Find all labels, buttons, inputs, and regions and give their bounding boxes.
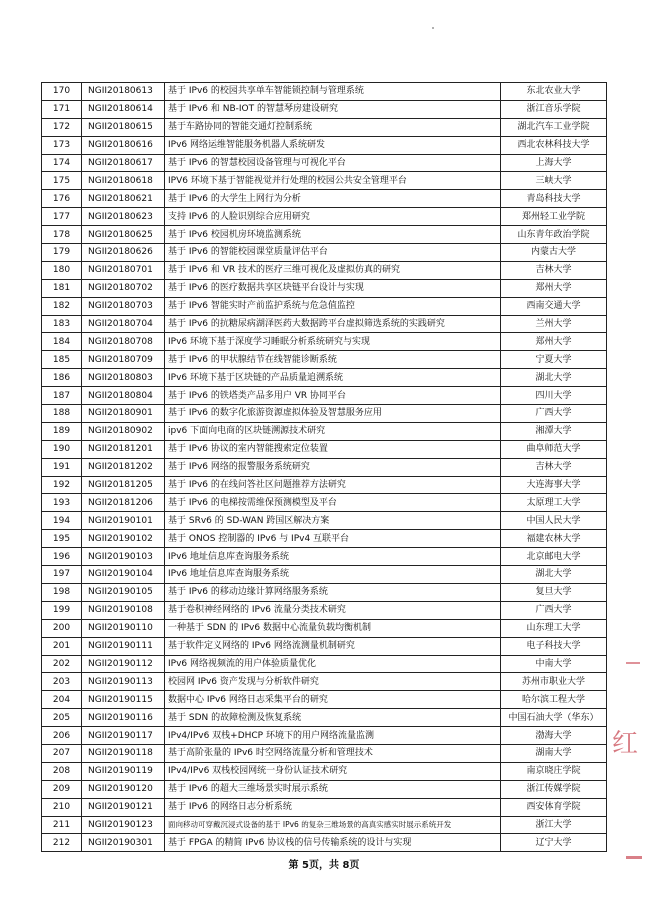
table-row [42, 727, 607, 745]
table-row [42, 136, 607, 154]
institution-name: 南京晓庄学院 [501, 762, 607, 780]
project-title: 基于 SRv6 的 SD-WAN 跨国区解决方案 [165, 512, 501, 530]
project-id: NGII20190111 [82, 637, 165, 655]
row-number: 177 [42, 208, 82, 226]
project-title: 基于 IPv6 校园机房环境监测系统 [165, 226, 501, 244]
project-title: 基于 IPv6 的铁塔类产品多用户 VR 协同平台 [165, 387, 501, 405]
project-id: NGII20180901 [82, 405, 165, 423]
table-row [42, 566, 607, 584]
row-number: 203 [42, 673, 82, 691]
project-id: NGII20180615 [82, 118, 165, 136]
project-title: IPv6 网络运维智能服务机器人系统研发 [165, 136, 501, 154]
project-id: NGII20180614 [82, 100, 165, 118]
institution-name: 东北农业大学 [501, 83, 607, 101]
scan-dot [432, 27, 434, 29]
institution-name: 西南交通大学 [501, 297, 607, 315]
table-row [42, 744, 607, 762]
row-number: 198 [42, 583, 82, 601]
project-title: 基于 IPv6 智能实时产前监护系统与危急值监控 [165, 297, 501, 315]
row-number: 190 [42, 440, 82, 458]
row-number: 186 [42, 369, 82, 387]
row-number: 191 [42, 458, 82, 476]
project-title: 基于 IPv6 的校园共享单车智能锁控制与管理系统 [165, 83, 501, 101]
red-stamp-mark [626, 856, 642, 859]
table-row [42, 834, 607, 852]
table-row [42, 780, 607, 798]
project-title: 基于高阶张量的 IPv6 时空网络流量分析和管理技术 [165, 744, 501, 762]
table-row [42, 762, 607, 780]
institution-name: 苏州市职业大学 [501, 673, 607, 691]
institution-name: 上海大学 [501, 154, 607, 172]
institution-name: 三峡大学 [501, 172, 607, 190]
project-id: NGII20190121 [82, 798, 165, 816]
row-number: 181 [42, 279, 82, 297]
institution-name: 福建农林大学 [501, 530, 607, 548]
project-title: 基于 IPv6 的数字化旅游资源虚拟体验及智慧服务应用 [165, 405, 501, 423]
project-id: NGII20190116 [82, 709, 165, 727]
table-row [42, 118, 607, 136]
project-title: IPV6 环境下基于智能视觉并行处理的校园公共安全管理平台 [165, 172, 501, 190]
project-id: NGII20180623 [82, 208, 165, 226]
project-id: NGII20180621 [82, 190, 165, 208]
page-footer: 第 5页，共 8页 [288, 860, 360, 871]
row-number: 171 [42, 100, 82, 118]
project-id: NGII20180704 [82, 315, 165, 333]
project-id: NGII20180902 [82, 422, 165, 440]
table-row [42, 172, 607, 190]
row-number: 175 [42, 172, 82, 190]
project-id: NGII20181201 [82, 440, 165, 458]
project-title: 数据中心 IPv6 网络日志采集平台的研究 [165, 691, 501, 709]
table-row [42, 100, 607, 118]
row-number: 188 [42, 405, 82, 423]
project-id: NGII20180708 [82, 333, 165, 351]
project-table-body [42, 83, 607, 852]
institution-name: 复旦大学 [501, 583, 607, 601]
table-row [42, 190, 607, 208]
project-id: NGII20180803 [82, 369, 165, 387]
project-title: 基于 IPv6 的在线问答社区问题推荐方法研究 [165, 476, 501, 494]
row-number: 184 [42, 333, 82, 351]
project-title: 基于 IPv6 和 VR 技术的医疗三维可视化及虚拟仿真的研究 [165, 261, 501, 279]
row-number: 183 [42, 315, 82, 333]
row-number: 209 [42, 780, 82, 798]
table-row [42, 601, 607, 619]
project-id: NGII20180703 [82, 297, 165, 315]
table-row [42, 798, 607, 816]
institution-name: 兰州大学 [501, 315, 607, 333]
project-id: NGII20180804 [82, 387, 165, 405]
project-title: IPv4/IPv6 双栈+DHCP 环境下的用户网络流量监测 [165, 727, 501, 745]
table-row [42, 816, 607, 834]
institution-name: 广西大学 [501, 601, 607, 619]
project-title: 基于 IPv6 和 NB-IOT 的智慧琴房建设研究 [165, 100, 501, 118]
institution-name: 中国石油大学（华东） [501, 709, 607, 727]
institution-name: 郑州大学 [501, 279, 607, 297]
table-row [42, 476, 607, 494]
institution-name: 哈尔滨工程大学 [501, 691, 607, 709]
table-row [42, 279, 607, 297]
row-number: 200 [42, 619, 82, 637]
project-title: IPv6 地址信息库查询服务系统 [165, 566, 501, 584]
institution-name: 吉林大学 [501, 458, 607, 476]
project-id: NGII20190101 [82, 512, 165, 530]
row-number: 199 [42, 601, 82, 619]
row-number: 205 [42, 709, 82, 727]
row-number: 174 [42, 154, 82, 172]
project-title: 基于 IPv6 的智能校园课堂质量评估平台 [165, 244, 501, 262]
project-title: 基于 SDN 的故障检测及恢复系统 [165, 709, 501, 727]
project-title: IPv6 网络视频流的用户体验质量优化 [165, 655, 501, 673]
table-row [42, 244, 607, 262]
project-id: NGII20181206 [82, 494, 165, 512]
table-row [42, 583, 607, 601]
row-number: 207 [42, 744, 82, 762]
project-title: 一种基于 SDN 的 IPv6 数据中心流量负载均衡机制 [165, 619, 501, 637]
institution-name: 辽宁大学 [501, 834, 607, 852]
table-row [42, 458, 607, 476]
project-title: 基于 ONOS 控制器的 IPv6 与 IPv4 互联平台 [165, 530, 501, 548]
row-number: 201 [42, 637, 82, 655]
project-id: NGII20180702 [82, 279, 165, 297]
institution-name: 郑州轻工业学院 [501, 208, 607, 226]
project-table [41, 82, 607, 852]
red-seal-fragment: 红 [612, 729, 639, 759]
project-title: IPv6 环境下基于深度学习睡眠分析系统研究与实现 [165, 333, 501, 351]
project-title: 基于 IPv6 的甲状腺结节在线智能诊断系统 [165, 351, 501, 369]
project-title: 基于 IPv6 的网络日志分析系统 [165, 798, 501, 816]
table-row [42, 619, 607, 637]
project-id: NGII20190123 [82, 816, 165, 834]
project-title: 基于 FPGA 的精简 IPv6 协议栈的信号传输系统的设计与实现 [165, 834, 501, 852]
project-title: IPv6 环境下基于区块链的产品质量追溯系统 [165, 369, 501, 387]
row-number: 208 [42, 762, 82, 780]
project-title: IPv6 地址信息库查询服务系统 [165, 548, 501, 566]
table-row [42, 530, 607, 548]
project-title: 校园网 IPv6 资产发现与分析软件研究 [165, 673, 501, 691]
institution-name: 郑州大学 [501, 333, 607, 351]
table-row [42, 422, 607, 440]
row-number: 173 [42, 136, 82, 154]
row-number: 178 [42, 226, 82, 244]
table-row [42, 261, 607, 279]
project-title: 支持 IPv6 的人脸识别综合应用研究 [165, 208, 501, 226]
project-id: NGII20190105 [82, 583, 165, 601]
row-number: 176 [42, 190, 82, 208]
project-id: NGII20180613 [82, 83, 165, 101]
project-id: NGII20180617 [82, 154, 165, 172]
institution-name: 湖北大学 [501, 566, 607, 584]
table-row [42, 494, 607, 512]
project-id: NGII20190118 [82, 744, 165, 762]
project-id: NGII20180626 [82, 244, 165, 262]
row-number: 195 [42, 530, 82, 548]
project-id: NGII20190117 [82, 727, 165, 745]
project-title: 面向移动可穿戴沉浸式设备的基于 IPv6 的复杂三维场景的高真实感实时展示系统开发 [165, 816, 501, 834]
institution-name: 内蒙古大学 [501, 244, 607, 262]
row-number: 211 [42, 816, 82, 834]
project-title: 基于 IPv6 协议的室内智能搜索定位装置 [165, 440, 501, 458]
institution-name: 宁夏大学 [501, 351, 607, 369]
red-stamp-mark [626, 662, 640, 664]
project-id: NGII20180625 [82, 226, 165, 244]
institution-name: 青岛科技大学 [501, 190, 607, 208]
project-title: IPv4/IPv6 双栈校园网统一身份认证技术研究 [165, 762, 501, 780]
row-number: 180 [42, 261, 82, 279]
institution-name: 中国人民大学 [501, 512, 607, 530]
row-number: 179 [42, 244, 82, 262]
institution-name: 渤海大学 [501, 727, 607, 745]
institution-name: 浙江传媒学院 [501, 780, 607, 798]
project-id: NGII20180701 [82, 261, 165, 279]
row-number: 193 [42, 494, 82, 512]
table-row [42, 226, 607, 244]
table-row [42, 369, 607, 387]
project-id: NGII20181202 [82, 458, 165, 476]
table-row [42, 154, 607, 172]
table-row [42, 315, 607, 333]
table-row [42, 387, 607, 405]
row-number: 212 [42, 834, 82, 852]
row-number: 185 [42, 351, 82, 369]
project-title: 基于 IPv6 的大学生上网行为分析 [165, 190, 501, 208]
project-title: 基于 IPv6 的智慧校园设备管理与可视化平台 [165, 154, 501, 172]
table-row [42, 297, 607, 315]
row-number: 170 [42, 83, 82, 101]
project-id: NGII20190120 [82, 780, 165, 798]
project-title: ipv6 下面向电商的区块链溯源技术研究 [165, 422, 501, 440]
row-number: 197 [42, 566, 82, 584]
table-row [42, 709, 607, 727]
table-row [42, 637, 607, 655]
institution-name: 湘潭大学 [501, 422, 607, 440]
project-title: 基于 IPv6 的抗糖尿病湖泽医药大数据跨平台虚拟筛选系统的实践研究 [165, 315, 501, 333]
project-title: 基于 IPv6 的医疗数据共享区块链平台设计与实现 [165, 279, 501, 297]
institution-name: 西北农林科技大学 [501, 136, 607, 154]
institution-name: 湖北汽车工业学院 [501, 118, 607, 136]
row-number: 182 [42, 297, 82, 315]
table-row [42, 83, 607, 101]
institution-name: 大连海事大学 [501, 476, 607, 494]
institution-name: 北京邮电大学 [501, 548, 607, 566]
project-title: 基于 IPv6 的移动边缘计算网络服务系统 [165, 583, 501, 601]
row-number: 172 [42, 118, 82, 136]
row-number: 196 [42, 548, 82, 566]
table-row [42, 405, 607, 423]
institution-name: 太原理工大学 [501, 494, 607, 512]
institution-name: 电子科技大学 [501, 637, 607, 655]
row-number: 206 [42, 727, 82, 745]
row-number: 202 [42, 655, 82, 673]
project-title: 基于 IPv6 的超大三维场景实时展示系统 [165, 780, 501, 798]
row-number: 194 [42, 512, 82, 530]
table-row [42, 548, 607, 566]
project-id: NGII20190110 [82, 619, 165, 637]
table-row [42, 351, 607, 369]
row-number: 192 [42, 476, 82, 494]
project-title: 基于 IPv6 网络的报警服务系统研究 [165, 458, 501, 476]
project-id: NGII20190112 [82, 655, 165, 673]
project-id: NGII20180616 [82, 136, 165, 154]
project-title: 基于 IPv6 的电梯按需维保预测模型及平台 [165, 494, 501, 512]
row-number: 204 [42, 691, 82, 709]
institution-name: 曲阜师范大学 [501, 440, 607, 458]
project-id: NGII20190301 [82, 834, 165, 852]
institution-name: 吉林大学 [501, 261, 607, 279]
project-id: NGII20190103 [82, 548, 165, 566]
table-row [42, 208, 607, 226]
project-title: 基于软件定义网络的 IPv6 网络流测量机制研究 [165, 637, 501, 655]
project-id: NGII20190102 [82, 530, 165, 548]
institution-name: 西安体育学院 [501, 798, 607, 816]
project-id: NGII20181205 [82, 476, 165, 494]
institution-name: 中南大学 [501, 655, 607, 673]
table-row [42, 691, 607, 709]
row-number: 210 [42, 798, 82, 816]
project-id: NGII20180709 [82, 351, 165, 369]
project-title: 基于车路协同的智能交通灯控制系统 [165, 118, 501, 136]
project-id: NGII20190119 [82, 762, 165, 780]
project-id: NGII20190115 [82, 691, 165, 709]
institution-name: 浙江大学 [501, 816, 607, 834]
project-id: NGII20190108 [82, 601, 165, 619]
row-number: 187 [42, 387, 82, 405]
table-row [42, 440, 607, 458]
table-row [42, 512, 607, 530]
institution-name: 广西大学 [501, 405, 607, 423]
project-id: NGII20190104 [82, 566, 165, 584]
table-row [42, 673, 607, 691]
table-row [42, 655, 607, 673]
project-title: 基于卷积神经网络的 IPv6 流量分类技术研究 [165, 601, 501, 619]
row-number: 189 [42, 422, 82, 440]
institution-name: 山东理工大学 [501, 619, 607, 637]
institution-name: 四川大学 [501, 387, 607, 405]
institution-name: 浙江音乐学院 [501, 100, 607, 118]
project-id: NGII20190113 [82, 673, 165, 691]
project-id: NGII20180618 [82, 172, 165, 190]
institution-name: 湖南大学 [501, 744, 607, 762]
institution-name: 山东青年政治学院 [501, 226, 607, 244]
institution-name: 湖北大学 [501, 369, 607, 387]
table-row [42, 333, 607, 351]
